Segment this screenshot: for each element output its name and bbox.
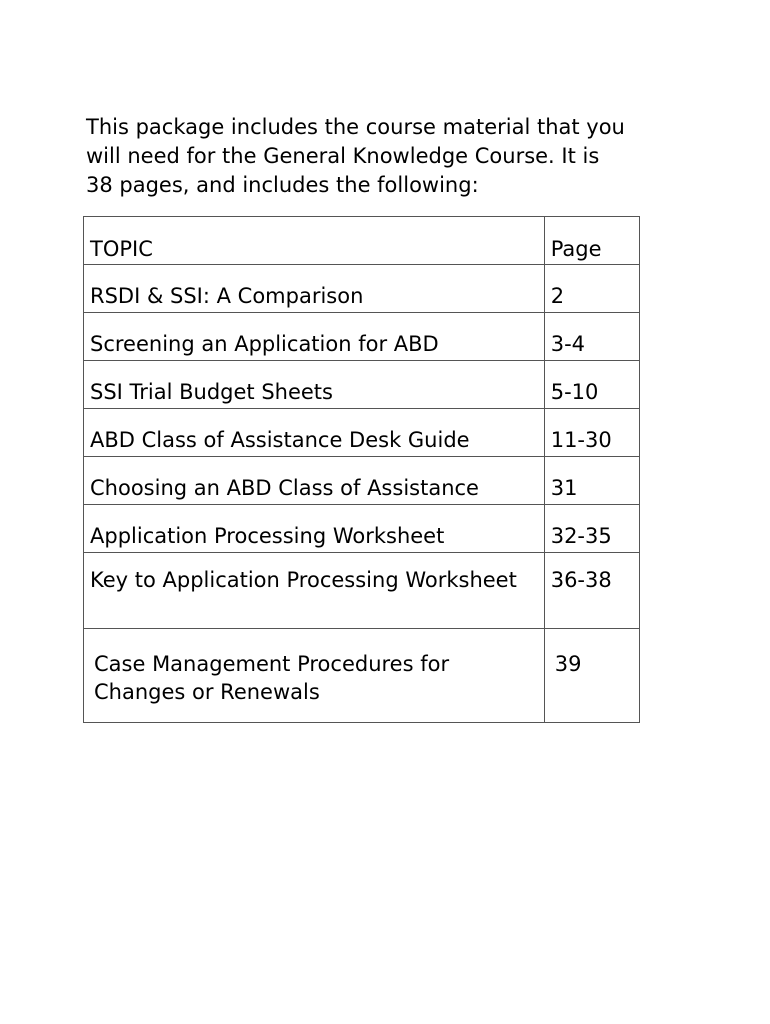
- topic-cell: Key to Application Processing Worksheet: [84, 553, 545, 629]
- table-row: [84, 457, 640, 505]
- page-cell: 39: [544, 629, 639, 723]
- page-cell: 31: [544, 457, 639, 505]
- page-cell: 3-4: [544, 313, 639, 361]
- table-row: [84, 629, 640, 723]
- table-row: [84, 505, 640, 553]
- page-cell: 32-35: [544, 505, 639, 553]
- page-cell: 36-38: [544, 553, 639, 629]
- topic-cell: ABD Class of Assistance Desk Guide: [84, 409, 545, 457]
- page-column-header: Page: [544, 217, 639, 265]
- table-row: [84, 313, 640, 361]
- topic-cell: RSDI & SSI: A Comparison: [84, 265, 545, 313]
- page-cell: 11-30: [544, 409, 639, 457]
- topic-column-header: TOPIC: [84, 217, 545, 265]
- table-row: [84, 409, 640, 457]
- topic-cell: Choosing an ABD Class of Assistance: [84, 457, 545, 505]
- table-row: [84, 265, 640, 313]
- topic-cell: Application Processing Worksheet: [84, 505, 545, 553]
- intro-paragraph: This package includes the course material that you will need for the General Knowledge Course. It is 38 pages, and includes the following:: [86, 115, 625, 197]
- topic-cell: SSI Trial Budget Sheets: [84, 361, 545, 409]
- table-header-row: [84, 217, 640, 265]
- topic-cell: Screening an Application for ABD: [84, 313, 545, 361]
- table-row: [84, 361, 640, 409]
- table-row: [84, 553, 640, 629]
- contents-table: [83, 216, 640, 723]
- page-cell: 5-10: [544, 361, 639, 409]
- page-cell: 2: [544, 265, 639, 313]
- topic-cell: Case Management Procedures for Changes or Renewals: [84, 629, 545, 723]
